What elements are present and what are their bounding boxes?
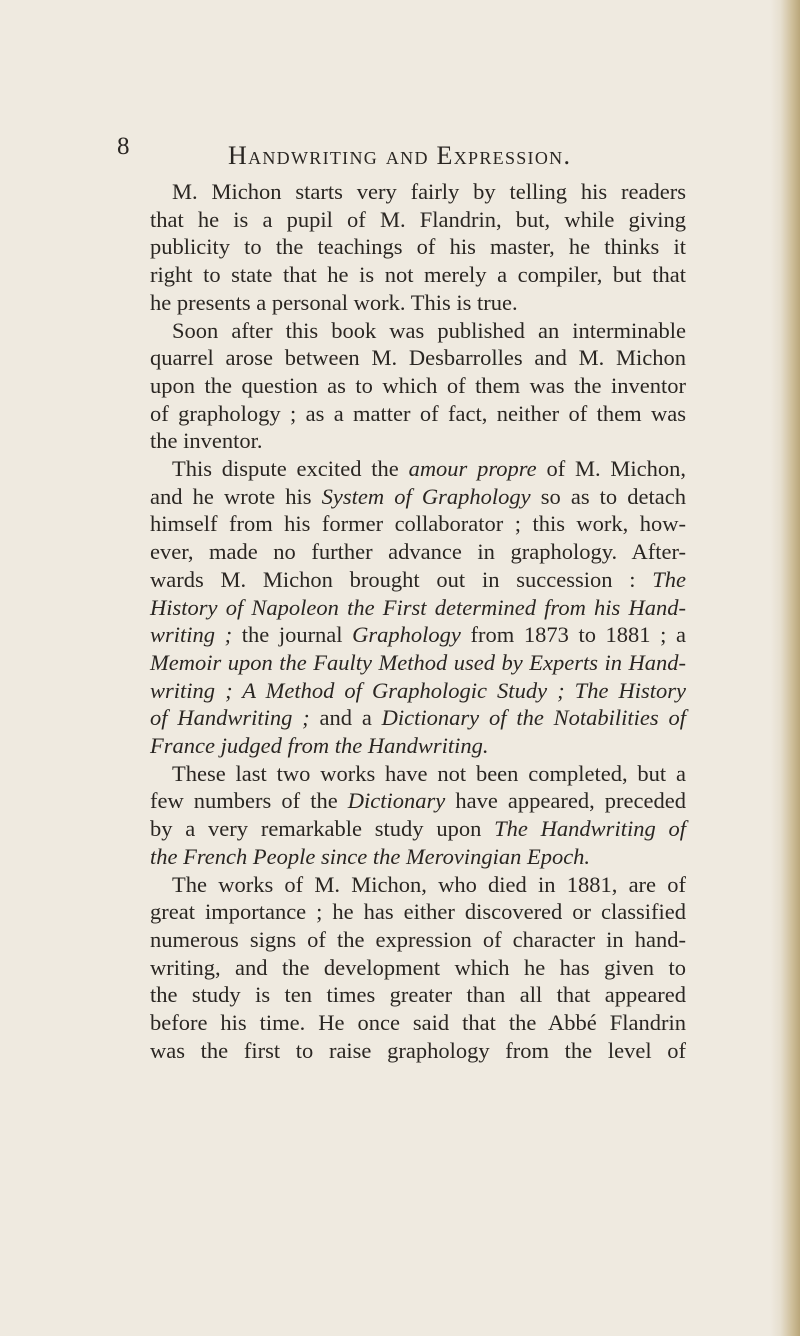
text-line: the inventor. xyxy=(150,428,263,454)
page-number: 8 xyxy=(117,133,131,160)
text-line: writing ; the journal Graphology from 1873 to 1881 ; a xyxy=(150,622,686,648)
text-line: the French People since the Merovingian Epoch. xyxy=(150,843,591,869)
paragraph xyxy=(150,178,686,317)
text-line: writing, and the development which he has given to xyxy=(150,954,686,980)
text-line: himself from his former collaborator ; this work, how- xyxy=(150,511,686,537)
text-line: writing ; A Method of Graphologic Study ; The History xyxy=(150,677,686,703)
text-line: before his time. He once said that the Abbé Flandrin xyxy=(150,1010,686,1036)
text-line: This dispute excited the amour propre of M. Michon, xyxy=(172,456,686,482)
paragraph xyxy=(150,317,686,456)
text-line: great importance ; he has either discovered or classified xyxy=(150,899,686,925)
page-edge xyxy=(770,0,800,1336)
text-line: Memoir upon the Faulty Method used by Experts in Hand- xyxy=(150,649,686,675)
paragraph xyxy=(150,760,686,871)
paragraph xyxy=(150,871,686,1065)
text-line: of graphology ; as a matter of fact, neither of them was xyxy=(150,400,686,426)
text-line: Soon after this book was published an interminable xyxy=(172,317,686,343)
text-line: few numbers of the Dictionary have appeared, preceded xyxy=(150,788,686,814)
text-line: History of Napoleon the First determined from his Hand- xyxy=(150,594,686,620)
text-line: and he wrote his System of Graphology so as to detach xyxy=(150,483,687,509)
text-line: These last two works have not been completed, but a xyxy=(172,760,686,786)
text-line: The works of M. Michon, who died in 1881, are of xyxy=(172,871,686,897)
text-line: he presents a personal work. This is true. xyxy=(150,289,518,315)
text-line: publicity to the teachings of his master, he thinks it xyxy=(150,234,686,260)
text-line: ever, made no further advance in graphology. After- xyxy=(150,539,686,565)
text-line: by a very remarkable study upon The Handwriting of xyxy=(150,816,686,842)
text-line: the study is ten times greater than all that appeared xyxy=(150,982,686,1008)
text-line: quarrel arose between M. Desbarrolles and M. Michon xyxy=(150,345,686,371)
text-line: M. Michon starts very fairly by telling his readers xyxy=(172,179,686,204)
text-line: of Handwriting ; and a Dictionary of the Notabilities of xyxy=(150,705,686,731)
text-line: that he is a pupil of M. Flandrin, but, while giving xyxy=(150,206,686,232)
text-line: right to state that he is not merely a compiler, but that xyxy=(150,262,686,288)
paragraph xyxy=(150,455,686,760)
text-line: numerous signs of the expression of character in hand- xyxy=(150,926,686,952)
text-line: France judged from the Handwriting. xyxy=(150,733,489,759)
text-line: was the first to raise graphology from the level of xyxy=(150,1037,686,1063)
text-line: upon the question as to which of them was the inventor xyxy=(150,372,686,398)
text-line: wards M. Michon brought out in succession : The xyxy=(150,566,686,592)
running-head: Handwriting and Expression. xyxy=(228,141,572,170)
body-text xyxy=(150,178,686,1065)
